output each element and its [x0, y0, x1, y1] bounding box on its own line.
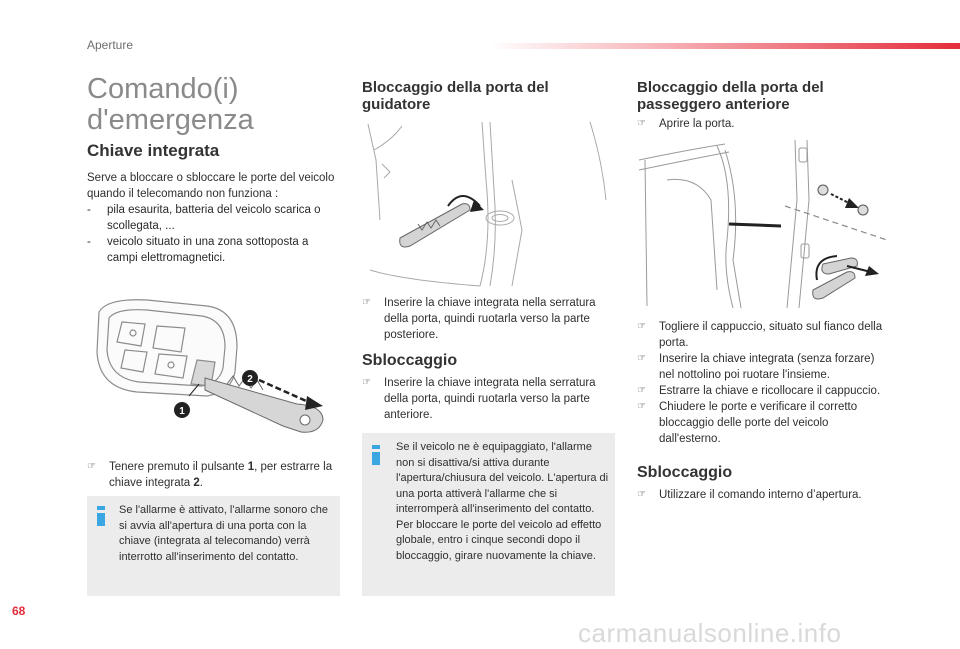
cap-icon	[818, 185, 828, 195]
page-number: 68	[12, 604, 26, 618]
hand-bullet-icon: ☞	[637, 321, 646, 332]
section-heading-unlock-driver: Sbloccaggio	[362, 352, 458, 369]
passenger-door-illustration	[637, 140, 889, 310]
callout-2-label: 2	[247, 374, 253, 385]
step-num-2: 2	[193, 477, 200, 489]
hand-bullet-icon: ☞	[362, 377, 371, 388]
list-item	[637, 351, 892, 383]
list-item	[637, 399, 892, 447]
list-item-text: pila esaurita, batteria del veicolo scarica o scollegata, ...	[107, 204, 321, 232]
info-icon	[372, 445, 380, 465]
hand-bullet-icon: ☞	[637, 489, 646, 500]
step-text-b: , per estrarre la chiave integrata	[109, 461, 333, 489]
unlock-passenger-text: Utilizzare il comando interno d’apertura.	[659, 489, 862, 501]
info-text: Se il veicolo ne è equipaggiato, l'allarme non si disattiva/si attiva durante l'apertura/chiusura del veicolo. L'apertura di una porta attiverà l'allarme che si interromperà all'inserimento del contatto. Per bloccare le porte del veicolo ad effetto globale, entro i cinque secondi dopo il bloccaggio, girare nuovamente la chiave.	[396, 441, 609, 562]
step-text	[109, 459, 337, 491]
unlock-bullet-text: Inserire la chiave integrata nella serratura della porta, quindi ruotarla verso la parte anteriore.	[384, 377, 596, 421]
arrow-head-icon	[305, 396, 323, 410]
info-box-global-lock	[362, 433, 615, 596]
dash-marker: -	[87, 204, 91, 216]
hand-bullet-icon: ☞	[637, 385, 646, 396]
list-item	[87, 234, 339, 266]
section-heading-unlock-passenger: Sbloccaggio	[637, 464, 733, 481]
dash-marker: -	[87, 236, 91, 248]
list-item-text: veicolo situato in una zona sottoposta a campi elettromagnetici.	[107, 236, 309, 264]
hand-bullet-icon: ☞	[362, 297, 371, 308]
list-item	[87, 202, 339, 234]
page-title-line2: d'emergenza	[87, 104, 254, 136]
watermark: carmanualsonline.info	[578, 618, 842, 648]
unlock-passenger-bullet	[637, 487, 892, 503]
open-door-bullet	[637, 116, 887, 132]
pointer-line	[729, 224, 781, 226]
step-text-a: Tenere premuto il pulsante	[109, 461, 248, 473]
cylinder-icon	[858, 205, 868, 215]
section-title: Aperture	[87, 38, 134, 52]
hand-bullet-icon: ☞	[637, 118, 646, 129]
lock-bullet-text: Inserire la chiave integrata nella serratura della porta, quindi ruotarla verso la parte posteriore.	[384, 297, 596, 341]
arrow-head-icon	[865, 266, 879, 276]
list-item-text: Inserire la chiave integrata (senza forzare) nel nottolino poi ruotare l'insieme.	[659, 353, 875, 381]
open-door-text: Aprire la porta.	[659, 118, 735, 130]
page-title-line1: Comando(i)	[87, 73, 239, 105]
list-item-text: Chiudere le porte e verificare il corretto bloccaggio delle porte del veicolo dall'esterno.	[659, 401, 858, 445]
lock-bullet	[362, 295, 612, 343]
cause-list	[87, 202, 339, 266]
info-icon	[97, 506, 105, 526]
list-item-text: Togliere il cappuccio, situato sul fianco della porta.	[659, 321, 883, 349]
driver-door-illustration	[362, 120, 614, 288]
arrow-head-icon	[845, 198, 859, 208]
step-num-1: 1	[247, 461, 255, 473]
intro-text: Serve a bloccare o sbloccare le porte del veicolo quando il telecomando non funziona :	[87, 172, 335, 200]
section-heading-driver-lock: Bloccaggio della porta del guidatore	[362, 79, 549, 113]
section-heading-passenger-lock: Bloccaggio della porta del passeggero anteriore	[637, 79, 824, 113]
list-item	[637, 319, 892, 351]
section-heading-chiave: Chiave integrata	[87, 141, 220, 160]
hand-bullet-icon: ☞	[637, 401, 646, 412]
list-item-text: Estrarre la chiave e ricollocare il cappuccio.	[659, 385, 881, 397]
callout-1-label: 1	[179, 406, 185, 417]
header-accent-bar	[490, 43, 960, 49]
list-item	[637, 383, 892, 399]
step-text-c: .	[199, 477, 203, 489]
hand-bullet-icon: ☞	[87, 461, 96, 472]
info-text: Se l'allarme è attivato, l'allarme sonoro che si avvia all'apertura di una porta con la chiave (integrata al telecomando) verrà interrotto all'inserimento del contatto.	[119, 504, 329, 563]
step-bullet	[87, 459, 337, 491]
key-fob-illustration	[87, 292, 340, 452]
info-box-alarm	[87, 496, 340, 596]
hand-bullet-icon: ☞	[637, 353, 646, 364]
passenger-steps	[637, 319, 892, 447]
page-title	[87, 74, 347, 136]
unlock-bullet	[362, 375, 612, 423]
